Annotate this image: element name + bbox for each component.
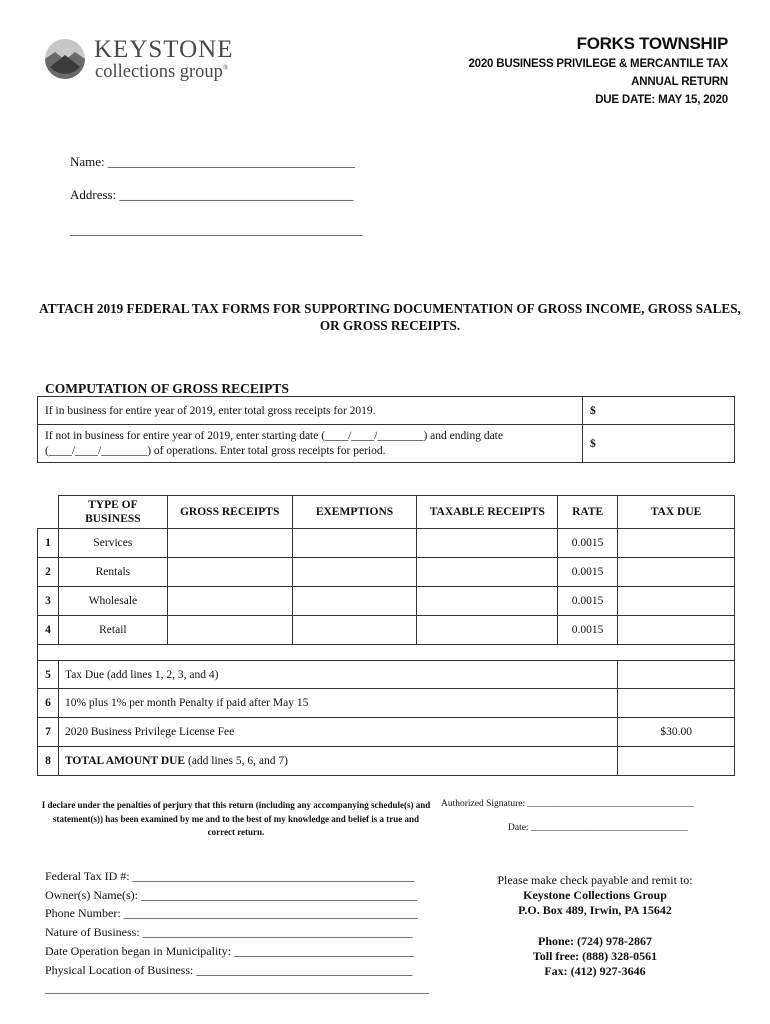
table-header-row bbox=[38, 496, 735, 529]
summary-label: 2020 Business Privilege License Fee bbox=[58, 718, 617, 747]
gross-row-full-year-text: If in business for entire year of 2019, enter total gross receipts for 2019. bbox=[38, 397, 583, 425]
taxdue-cell[interactable] bbox=[618, 558, 735, 587]
header-exemptions: EXEMPTIONS bbox=[292, 496, 417, 529]
name-field[interactable]: Name: ______________________________________ bbox=[70, 154, 355, 169]
taxable-cell[interactable] bbox=[417, 587, 558, 616]
keystone-logo bbox=[44, 36, 264, 86]
gross-cell[interactable] bbox=[167, 529, 292, 558]
row-number: 2 bbox=[38, 558, 59, 587]
gross-row-full-year-amount[interactable]: $ bbox=[583, 397, 735, 425]
remit-phone: Phone: (724) 978-2867 bbox=[538, 934, 652, 948]
remit-intro: Please make check payable and remit to: bbox=[497, 873, 693, 887]
physical-location-field-line2[interactable]: ________________________________________________________________ bbox=[45, 981, 429, 996]
gross-row-partial-year-text: If not in business for entire year of 2019, enter starting date (____/____/________) and ending date (____/____/________) of operations. Enter total gross receipts for period. bbox=[38, 425, 583, 463]
computation-title: COMPUTATION OF GROSS RECEIPTS bbox=[45, 381, 289, 396]
row-number: 1 bbox=[38, 529, 59, 558]
total-value[interactable] bbox=[618, 747, 735, 776]
physical-location-field[interactable]: Physical Location of Business: ____________________________________ bbox=[45, 962, 413, 977]
taxable-cell[interactable] bbox=[417, 529, 558, 558]
total-label-rest: (add lines 5, 6, and 7) bbox=[185, 755, 288, 767]
row-number: 6 bbox=[38, 689, 59, 718]
mountain-logo-icon bbox=[44, 38, 86, 80]
summary-row bbox=[38, 689, 735, 718]
exemptions-cell[interactable] bbox=[292, 529, 417, 558]
business-type: Services bbox=[58, 529, 167, 558]
gross-cell[interactable] bbox=[167, 558, 292, 587]
perjury-declaration: I declare under the penalties of perjury that this return (including any accompanying schedule(s) and statement(s)) has been examined by me and to the best of my knowledge and belief is a true and correct return. bbox=[41, 800, 431, 837]
summary-row bbox=[38, 718, 735, 747]
remit-fax: Fax: (412) 927-3646 bbox=[544, 964, 646, 978]
business-type: Wholesale bbox=[58, 587, 167, 616]
table-row bbox=[38, 587, 735, 616]
total-label bbox=[58, 747, 617, 776]
row-number: 5 bbox=[38, 661, 59, 689]
row-number: 7 bbox=[38, 718, 59, 747]
gross-cell[interactable] bbox=[167, 587, 292, 616]
taxable-cell[interactable] bbox=[417, 558, 558, 587]
return-type: ANNUAL RETURN bbox=[631, 76, 728, 88]
attach-notice: ATTACH 2019 FEDERAL TAX FORMS FOR SUPPORTING DOCUMENTATION OF GROSS INCOME, GROSS SALES, OR GROSS RECEIPTS. bbox=[39, 301, 741, 333]
header-taxdue: TAX DUE bbox=[618, 496, 735, 529]
gross-cell[interactable] bbox=[167, 616, 292, 645]
business-info-fields bbox=[45, 867, 429, 998]
logo-name: KEYSTONE bbox=[94, 36, 234, 63]
summary-row bbox=[38, 747, 735, 776]
license-fee-value: $30.00 bbox=[618, 718, 735, 747]
due-date: DUE DATE: MAY 15, 2020 bbox=[595, 94, 728, 106]
taxdue-cell[interactable] bbox=[618, 529, 735, 558]
header-type: TYPE OF BUSINESS bbox=[58, 496, 167, 529]
table-row bbox=[38, 529, 735, 558]
header-gross: GROSS RECEIPTS bbox=[167, 496, 292, 529]
remit-address: P.O. Box 489, Irwin, PA 15642 bbox=[518, 903, 672, 917]
summary-value[interactable] bbox=[618, 661, 735, 689]
header-taxable: TAXABLE RECEIPTS bbox=[417, 496, 558, 529]
total-label-bold: TOTAL AMOUNT DUE bbox=[64, 755, 186, 767]
summary-label: Tax Due (add lines 1, 2, 3, and 4) bbox=[58, 661, 617, 689]
business-type: Rentals bbox=[58, 558, 167, 587]
gross-row-full-year bbox=[38, 397, 735, 425]
taxable-cell[interactable] bbox=[417, 616, 558, 645]
gross-row-partial-year-amount[interactable]: $ bbox=[583, 425, 735, 463]
tax-name: 2020 BUSINESS PRIVILEGE & MERCANTILE TAX bbox=[468, 58, 728, 70]
authorized-signature-field[interactable]: Authorized Signature: ___________________________________ bbox=[441, 799, 694, 809]
owner-names-field[interactable]: Owner(s) Name(s): ______________________________________________ bbox=[45, 887, 417, 902]
remit-company: Keystone Collections Group bbox=[523, 888, 667, 902]
exemptions-cell[interactable] bbox=[292, 616, 417, 645]
exemptions-cell[interactable] bbox=[292, 587, 417, 616]
taxdue-cell[interactable] bbox=[618, 587, 735, 616]
exemptions-cell[interactable] bbox=[292, 558, 417, 587]
rate-cell: 0.0015 bbox=[558, 558, 618, 587]
rate-cell: 0.0015 bbox=[558, 529, 618, 558]
federal-tax-id-field[interactable]: Federal Tax ID #: _______________________________________________ bbox=[45, 869, 415, 883]
summary-label: 10% plus 1% per month Penalty if paid after May 15 bbox=[58, 689, 617, 718]
table-row bbox=[38, 616, 735, 645]
row-number: 4 bbox=[38, 616, 59, 645]
spacer-row bbox=[38, 645, 735, 661]
gross-receipts-table bbox=[37, 396, 735, 463]
header-rate: RATE bbox=[558, 496, 618, 529]
table-row bbox=[38, 558, 735, 587]
business-type: Retail bbox=[58, 616, 167, 645]
summary-row bbox=[38, 661, 735, 689]
taxdue-cell[interactable] bbox=[618, 616, 735, 645]
tax-computation-table bbox=[37, 495, 735, 776]
phone-number-field[interactable]: Phone Number: _________________________________________________ bbox=[45, 906, 418, 921]
rate-cell: 0.0015 bbox=[558, 616, 618, 645]
remit-tollfree: Toll free: (888) 328-0561 bbox=[532, 949, 658, 963]
remit-block bbox=[476, 873, 714, 979]
spacer-cell bbox=[38, 645, 735, 661]
nature-of-business-field[interactable]: Nature of Business: _____________________________________________ bbox=[45, 925, 413, 940]
header-blank bbox=[38, 496, 59, 529]
signature-date-field[interactable]: Date: _________________________________ bbox=[508, 823, 688, 833]
township-title: FORKS TOWNSHIP bbox=[576, 34, 728, 53]
operation-start-date-field[interactable]: Date Operation began in Municipality: ______________________________ bbox=[45, 943, 414, 958]
address-field[interactable]: Address: ____________________________________ bbox=[70, 187, 354, 202]
summary-value[interactable] bbox=[618, 689, 735, 718]
row-number: 3 bbox=[38, 587, 59, 616]
address-field-line2[interactable]: _____________________________________________ bbox=[70, 222, 363, 237]
gross-row-partial-year bbox=[38, 425, 735, 463]
rate-cell: 0.0015 bbox=[558, 587, 618, 616]
logo-subname: collections group® bbox=[95, 62, 229, 82]
row-number: 8 bbox=[38, 747, 59, 776]
